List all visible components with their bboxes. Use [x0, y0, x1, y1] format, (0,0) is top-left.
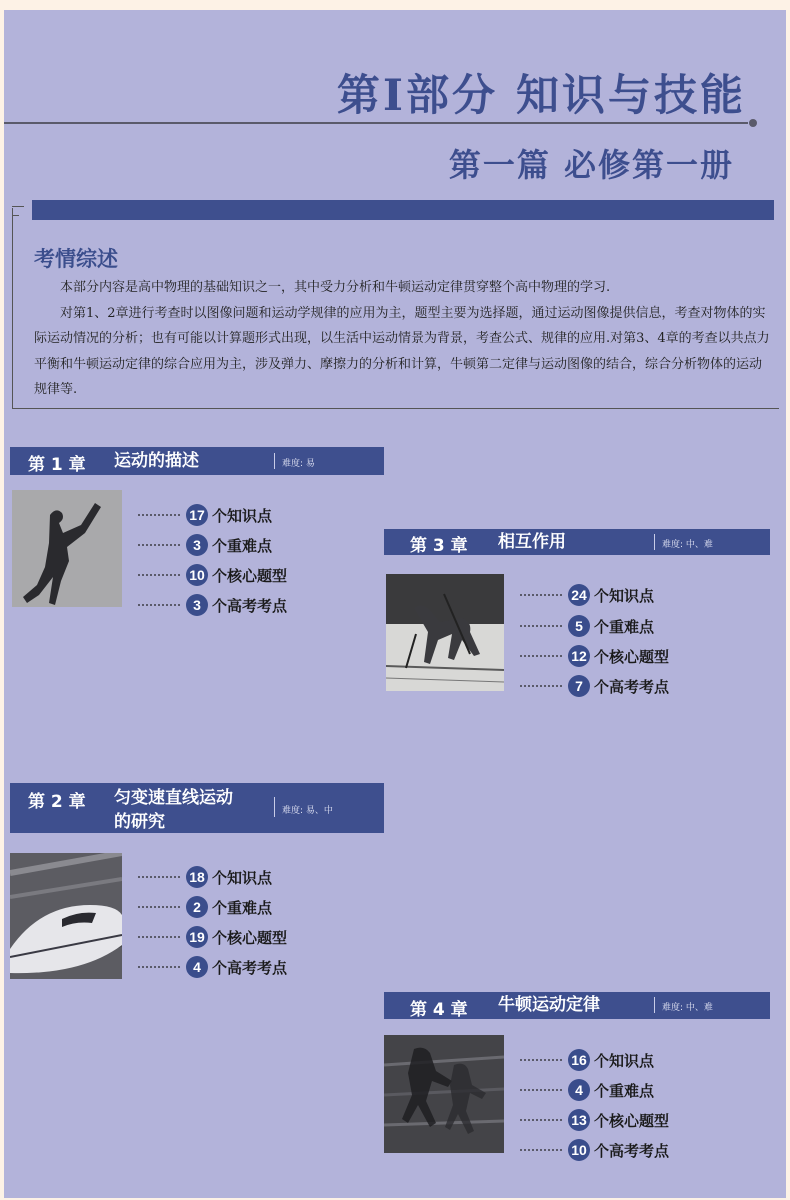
stat-value: 18 — [186, 866, 208, 888]
stat-value: 19 — [186, 926, 208, 948]
stat-exam-points — [138, 592, 287, 618]
stat-value: 3 — [186, 534, 208, 556]
stat-label: 个高考考点 — [594, 677, 670, 696]
stat-knowledge-points — [520, 582, 654, 608]
stat-value: 7 — [568, 675, 590, 697]
overview-header-bar — [32, 200, 774, 220]
stat-label: 个重难点 — [594, 617, 655, 636]
stat-label: 个高考考点 — [594, 1141, 670, 1160]
stat-key-points — [138, 532, 272, 558]
chapter-header — [10, 783, 384, 833]
chapter-name: 运动的描述 — [114, 451, 199, 471]
stat-core-question-types — [138, 562, 287, 588]
part-title: 第Ⅰ部分 知识与技能 — [336, 71, 746, 121]
stat-label: 个重难点 — [212, 898, 273, 917]
stat-label: 个重难点 — [594, 1081, 655, 1100]
chapter-separator — [654, 997, 655, 1013]
chapter-difficulty: 难度: 中、难 — [662, 540, 713, 550]
stat-key-points — [520, 1077, 654, 1103]
overview-title: 考情综述 — [34, 247, 118, 271]
stat-value: 4 — [186, 956, 208, 978]
stat-key-points — [138, 894, 272, 920]
stat-label: 个高考考点 — [212, 596, 288, 615]
stat-knowledge-points — [138, 502, 272, 528]
title-divider — [4, 122, 748, 124]
chapter-number: 第 4 章 — [410, 1000, 468, 1020]
title-divider-dot — [749, 119, 757, 127]
stat-value: 10 — [186, 564, 208, 586]
chapter-header — [384, 529, 770, 555]
overview-text — [34, 275, 771, 403]
stat-value: 10 — [568, 1139, 590, 1161]
stat-core-question-types — [520, 643, 669, 669]
chapter-separator — [654, 534, 655, 550]
stat-label: 个知识点 — [594, 1051, 655, 1070]
stat-label: 个重难点 — [212, 536, 273, 555]
chapter-number: 第 1 章 — [28, 455, 86, 475]
chapter-header — [10, 447, 384, 475]
curling-photo — [386, 574, 504, 691]
stat-value: 16 — [568, 1049, 590, 1071]
stat-value: 24 — [568, 584, 590, 606]
chapter-number: 第 3 章 — [410, 536, 468, 556]
stat-value: 13 — [568, 1109, 590, 1131]
stat-label: 个核心题型 — [212, 928, 288, 947]
stat-label: 个高考考点 — [212, 958, 288, 977]
overview-box-tick — [12, 215, 19, 216]
chapter-separator — [274, 453, 275, 469]
chapter-name: 相互作用 — [498, 532, 566, 552]
stat-knowledge-points — [138, 864, 272, 890]
chapter-difficulty: 难度: 易、中 — [282, 806, 333, 816]
chapter-difficulty: 难度: 中、难 — [662, 1003, 713, 1013]
stat-value: 5 — [568, 615, 590, 637]
stat-value: 2 — [186, 896, 208, 918]
stat-value: 3 — [186, 594, 208, 616]
chapter-name: 牛顿运动定律 — [498, 995, 600, 1015]
stat-label: 个知识点 — [594, 586, 655, 605]
chapter-separator — [274, 797, 275, 817]
chapter-number: 第 2 章 — [28, 792, 86, 812]
stat-exam-points — [520, 673, 669, 699]
high-speed-train-photo — [10, 853, 122, 979]
stat-key-points — [520, 613, 654, 639]
stat-label: 个核心题型 — [594, 1111, 670, 1130]
chapter-name: 匀变速直线运动 — [114, 788, 233, 808]
stat-label: 个核心题型 — [594, 647, 670, 666]
chapter-difficulty: 难度: 易 — [282, 459, 315, 469]
stat-exam-points — [138, 954, 287, 980]
stat-exam-points — [520, 1137, 669, 1163]
stat-value: 12 — [568, 645, 590, 667]
stat-label: 个知识点 — [212, 868, 273, 887]
stat-label: 个知识点 — [212, 506, 273, 525]
book-page — [4, 10, 786, 1198]
stat-core-question-types — [138, 924, 287, 950]
chapter-name-line-2: 的研究 — [114, 812, 165, 832]
stat-core-question-types — [520, 1107, 669, 1133]
stat-knowledge-points — [520, 1047, 654, 1073]
chapter-header — [384, 992, 770, 1019]
overview-box-corner — [12, 206, 24, 207]
book-title: 第一篇 必修第一册 — [448, 146, 734, 184]
stat-value: 17 — [186, 504, 208, 526]
stat-label: 个核心题型 — [212, 566, 288, 585]
overview-paragraph: 对第1、2章进行考查时以图像问题和运动学规律的应用为主，题型主要为选择题，通过运动图像提供信息，考查对物体的实际运动情况的分析；也有可能以计算题形式出现，以生活中运动情景为背景，考查公式、规律的应用.对第3、4章的考查以共点力平衡和牛顿运动定律的综合应用为主，涉及弹力、摩擦力的分析和计算，牛顿第二定律与运动图像的结合，综合分析物体的运动规律等. — [34, 305, 770, 397]
figure-skater-photo — [12, 490, 122, 607]
sprinters-photo — [384, 1035, 504, 1153]
stat-value: 4 — [568, 1079, 590, 1101]
overview-paragraph: 本部分内容是高中物理的基础知识之一，其中受力分析和牛顿运动定律贯穿整个高中物理的学习. — [60, 280, 611, 295]
